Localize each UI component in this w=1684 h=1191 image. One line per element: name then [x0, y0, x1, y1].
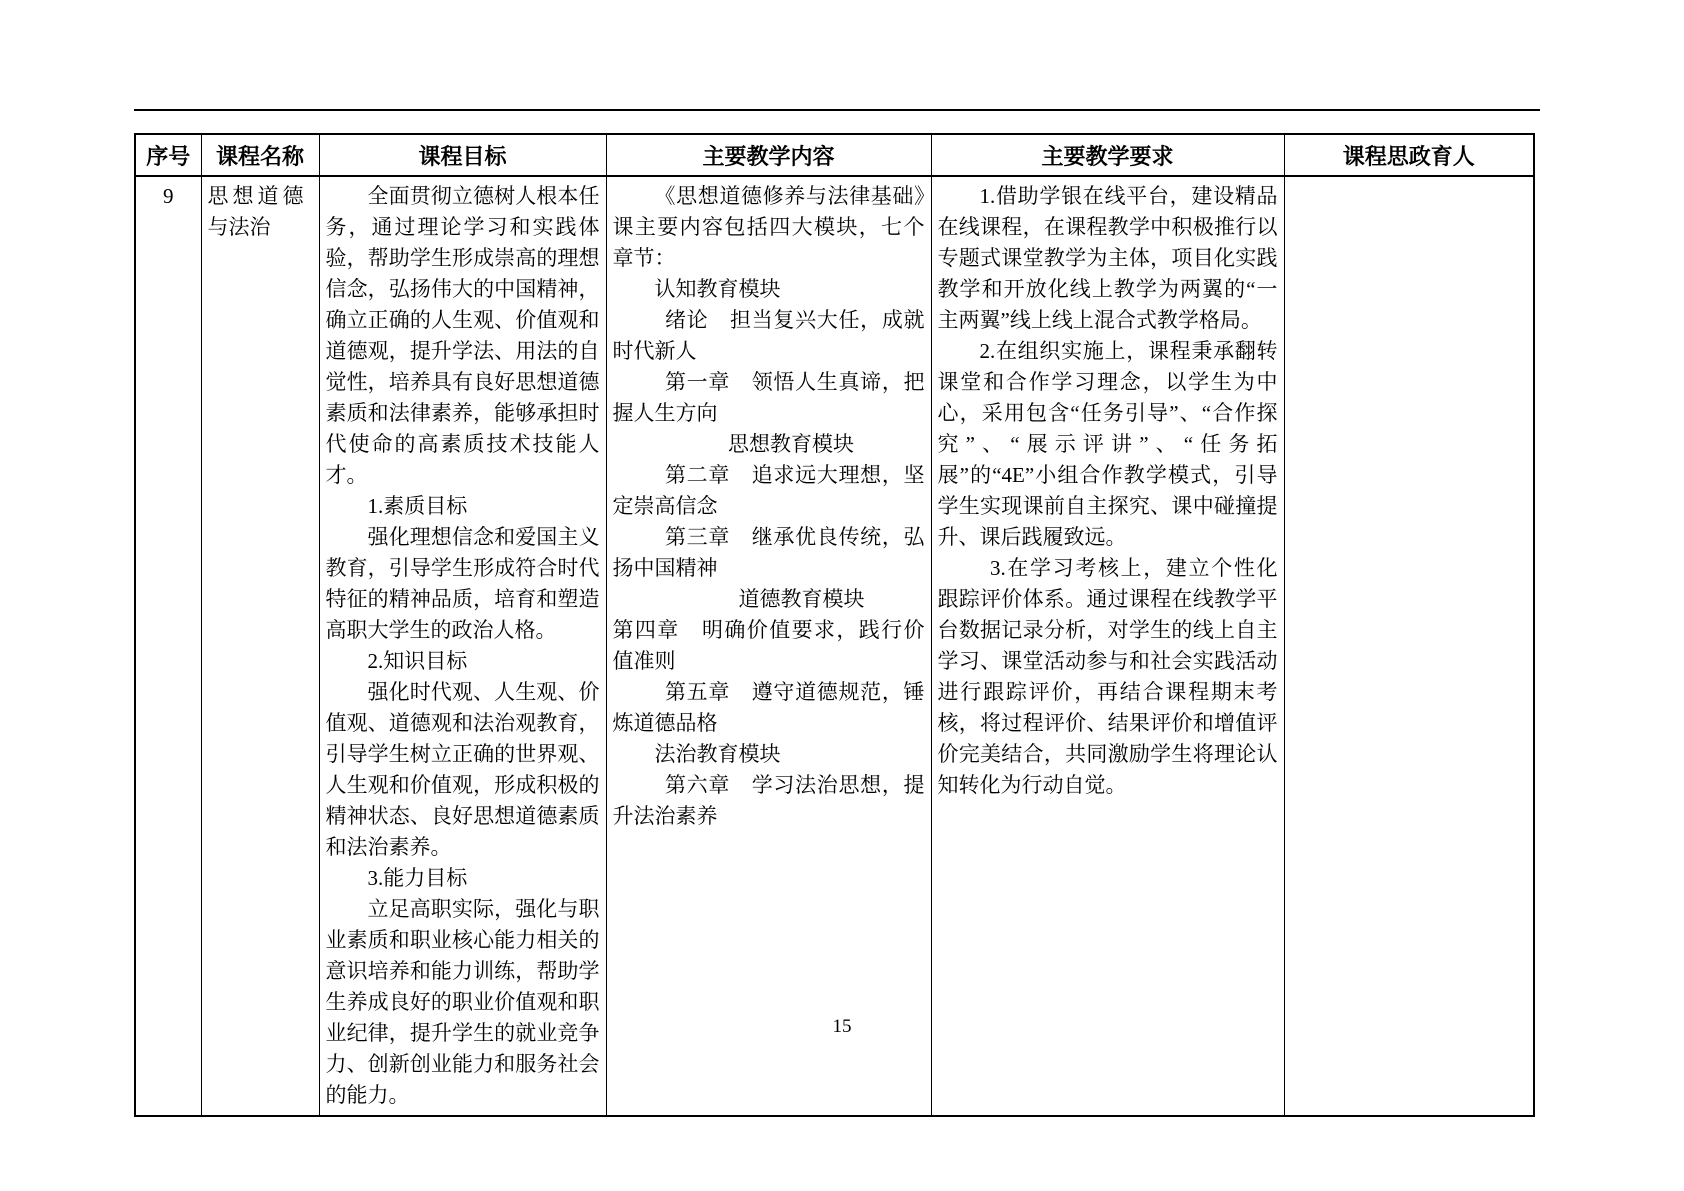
- course-table: [134, 133, 1535, 1117]
- column-header-course-name: 课程名称: [201, 134, 319, 176]
- content-paragraph: 道德教育模块: [738, 587, 865, 611]
- objectives-paragraph: 立足高职实际，强化与职业素质和职业核心能力相关的意识培养和能力训练，帮助学生养成良好的职业价值观和职业纪律，提升学生的就业竞争力、创新创业能力和服务社会的能力。: [325, 897, 600, 1107]
- requirements-paragraph: 1.借助学银在线平台，建设精品在线课程，在课程教学中积极推行以专题式课堂教学为主体，项目化实践教学和开放化线上教学为两翼的“一主两翼”线上线上混合式教学格局。: [937, 184, 1278, 332]
- cell-course-name: [201, 176, 319, 1116]
- cell-course-objectives: [319, 176, 606, 1116]
- table-row: [135, 176, 1534, 1116]
- requirements-paragraph: 2.在组织实施上，课程秉承翻转课堂和合作学习理念，以学生为中心，采用包含“任务引导”、“合作探究”、“展示评讲”、“任务拓展”的“4E”小组合作教学模式，引导学生实现课前自主探究、课中碰撞提升、课后践履致远。: [937, 339, 1278, 549]
- objectives-paragraph: 全面贯彻立德树人根本任务，通过理论学习和实践体验，帮助学生形成崇高的理想信念，弘扬伟大的中国精神，确立正确的人生观、价值观和道德观，提升学法、用法的自觉性，培养具有良好思想道德素质和法律素养，能够承担时代使命的高素质技术技能人才。: [325, 184, 600, 487]
- content-paragraph: 第六章 学习法治思想，提升法治素养: [612, 773, 925, 828]
- column-header-serial: 序号: [135, 134, 201, 176]
- cell-ideological-person: [1284, 176, 1534, 1116]
- content-paragraph: 第四章 明确价值要求，践行价值准则: [612, 618, 925, 673]
- cell-serial-number: 9: [135, 176, 201, 1116]
- column-header-ideological: 课程思政育人: [1284, 134, 1534, 176]
- content-paragraph: 第三章 继承优良传统，弘扬中国精神: [612, 525, 925, 580]
- content-paragraph: 第五章 遵守道德规范，锤炼道德品格: [612, 680, 925, 735]
- header-rule: [134, 109, 1540, 111]
- content-paragraph: 法治教育模块: [654, 742, 781, 766]
- content-paragraph: 第一章 领悟人生真谛，把握人生方向: [612, 370, 925, 425]
- content-paragraph: 认知教育模块: [654, 277, 781, 301]
- content-paragraph: 思想教育模块: [728, 432, 854, 456]
- content-paragraph: 第二章 追求远大理想，坚定崇高信念: [612, 463, 925, 518]
- cell-teaching-requirements: [931, 176, 1284, 1116]
- content-paragraph: 《思想道德修养与法律基础》课主要内容包括四大模块，七个章节：: [612, 184, 925, 270]
- objectives-paragraph: 3.能力目标: [367, 866, 468, 890]
- page-number: 15: [832, 1016, 852, 1037]
- objectives-paragraph: 1.素质目标: [367, 494, 468, 518]
- column-header-content: 主要教学内容: [606, 134, 931, 176]
- objectives-paragraph: 强化时代观、人生观、价值观、道德观和法治观教育，引导学生树立正确的世界观、人生观和价值观，形成积极的精神状态、良好思想道德素质和法治素养。: [325, 680, 600, 859]
- objectives-paragraph: 强化理想信念和爱国主义教育，引导学生形成符合时代特征的精神品质，培育和塑造高职大学生的政治人格。: [325, 525, 600, 642]
- table-header-row: [135, 134, 1534, 176]
- column-header-objectives: 课程目标: [319, 134, 606, 176]
- column-header-requirements: 主要教学要求: [931, 134, 1284, 176]
- objectives-paragraph: 2.知识目标: [367, 649, 468, 673]
- course-name-text: 思想道德与法治: [207, 184, 304, 239]
- content-paragraph: 绪论 担当复兴大任，成就时代新人: [612, 308, 925, 363]
- requirements-paragraph: 3.在学习考核上，建立个性化跟踪评价体系。通过课程在线教学平台数据记录分析，对学生的线上自主学习、课堂活动参与和社会实践活动进行跟踪评价，再结合课程期末考核，将过程评价、结果评价和增值评价完美结合，共同激励学生将理论认知转化为行动自觉。: [937, 556, 1278, 797]
- cell-teaching-content: [606, 176, 931, 1116]
